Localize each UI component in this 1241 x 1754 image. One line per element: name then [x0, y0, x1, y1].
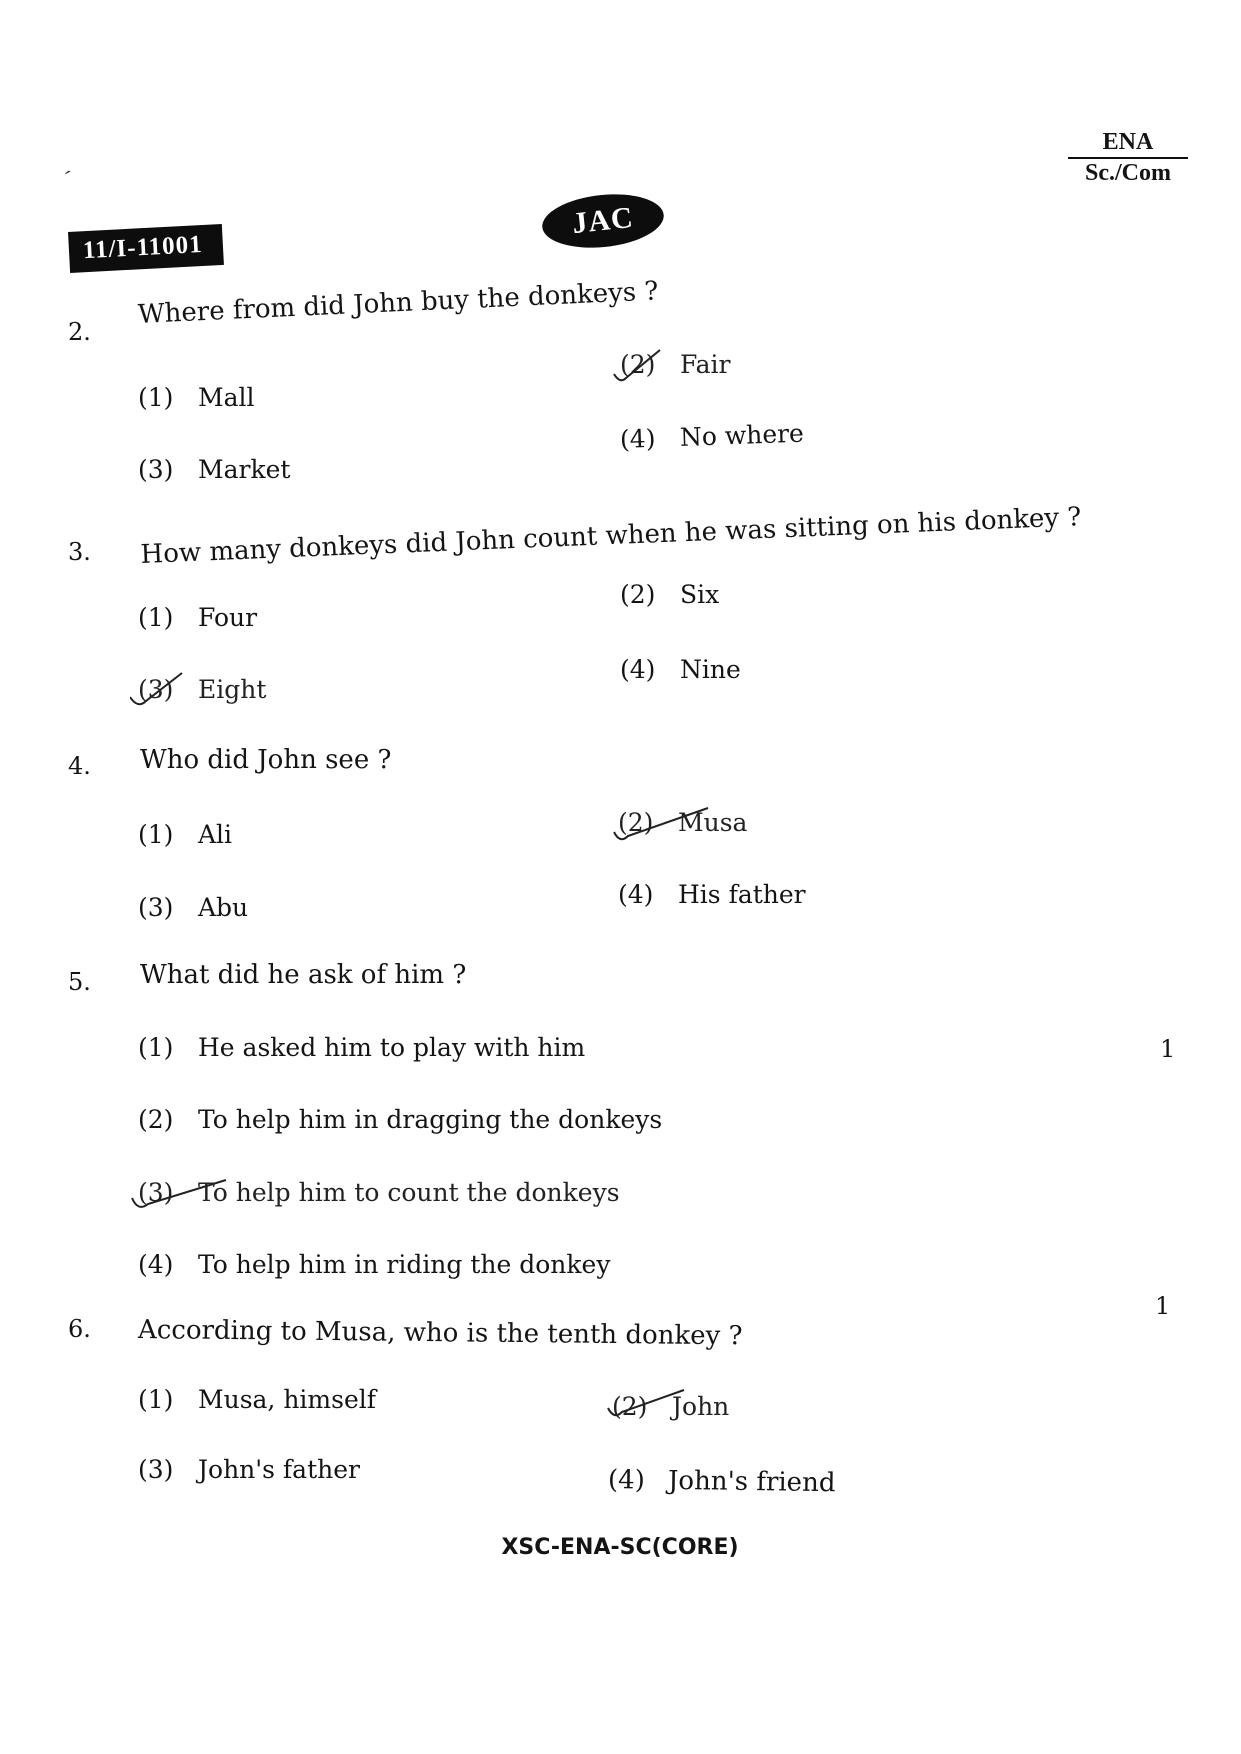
option — [138, 1455, 360, 1484]
option-text: Eight — [198, 675, 267, 704]
subject-header — [1068, 128, 1188, 187]
option-text: Mall — [198, 383, 255, 412]
option-text: Musa — [678, 808, 748, 837]
question-number: 2. — [68, 318, 91, 346]
question-text: Who did John see ? — [140, 745, 392, 775]
option-number: (3) — [138, 1178, 174, 1207]
option — [620, 655, 741, 684]
option-number: (2) — [620, 350, 656, 379]
question-text: Where from did John buy the donkeys ? — [137, 276, 660, 330]
checkmark-icon — [604, 1386, 694, 1436]
option-number: (4) — [620, 655, 656, 684]
option-text: Abu — [198, 893, 249, 922]
option — [138, 1385, 376, 1414]
option-text: Musa, himself — [198, 1385, 377, 1414]
paper-code-badge: 11/I-11001 — [68, 224, 224, 273]
footer-code: XSC-ENA-SC(CORE) — [501, 1535, 739, 1560]
checkmark-icon — [130, 669, 200, 719]
option-selected — [138, 675, 266, 704]
marks-label: 1 — [1155, 1292, 1171, 1320]
question-number: 4. — [68, 752, 91, 780]
option-number: (1) — [138, 1033, 174, 1062]
question-number: 6. — [68, 1315, 91, 1343]
option-number: (2) — [620, 580, 656, 609]
question-text: What did he ask of him ? — [140, 960, 467, 990]
question-text: How many donkeys did John count when he was sitting on his donkey ? — [140, 502, 1082, 570]
option — [620, 580, 719, 609]
checkmark-icon — [612, 344, 682, 394]
option-text: John's father — [198, 1455, 360, 1484]
option-text: Nine — [680, 655, 741, 684]
option — [138, 893, 248, 922]
option — [618, 880, 806, 909]
option-text: No where — [679, 418, 805, 452]
option-text: To help him in dragging the donkeys — [198, 1105, 663, 1134]
option — [138, 1250, 610, 1279]
option-number: (1) — [138, 820, 174, 849]
checkmark-icon — [610, 802, 720, 852]
option — [138, 1105, 662, 1134]
option-text: To help him to count the donkeys — [198, 1178, 620, 1207]
option-selected — [612, 1392, 729, 1421]
option — [619, 419, 804, 454]
option — [138, 383, 255, 412]
option-number: (1) — [138, 383, 174, 412]
option-text: John's friend — [667, 1465, 836, 1499]
option — [138, 820, 232, 849]
option-number: (2) — [138, 1105, 174, 1134]
option-number: (2) — [612, 1392, 648, 1421]
subject-code: ENA — [1068, 128, 1188, 159]
option — [608, 1465, 836, 1498]
question-number: 5. — [68, 968, 91, 996]
option-text: He asked him to play with him — [198, 1033, 586, 1062]
option-text: Market — [198, 455, 291, 484]
option-number: (4) — [618, 880, 654, 909]
option-number: (1) — [138, 603, 174, 632]
option-text: Ali — [198, 820, 233, 849]
option-number: (3) — [138, 455, 174, 484]
question-number: 3. — [68, 538, 91, 566]
option — [138, 455, 290, 484]
option-number: (3) — [138, 1455, 174, 1484]
option-number: (1) — [138, 1385, 174, 1414]
option-selected — [138, 1178, 620, 1207]
option-number: (4) — [138, 1250, 174, 1279]
option-text: Fair — [680, 350, 731, 379]
option-number: (4) — [619, 423, 656, 454]
option-text: Six — [680, 580, 720, 609]
option-text: His father — [678, 880, 806, 909]
checkmark-icon — [130, 1172, 240, 1222]
stream-label: Sc./Com — [1085, 160, 1171, 186]
board-logo: JAC — [540, 189, 667, 253]
option-text: To help him in riding the donkey — [198, 1250, 611, 1279]
option-text: Four — [198, 603, 258, 632]
option-selected — [618, 808, 747, 837]
option-number: (2) — [618, 808, 654, 837]
option-selected — [620, 350, 731, 379]
pen-mark-icon: ˊ — [54, 166, 73, 195]
marks-label: 1 — [1160, 1035, 1176, 1063]
option-number: (3) — [138, 893, 174, 922]
option-text: John — [672, 1392, 730, 1421]
option-number: (4) — [607, 1465, 646, 1496]
option-number: (3) — [138, 675, 174, 704]
option — [138, 603, 257, 632]
question-text: According to Musa, who is the tenth donkey ? — [137, 1315, 743, 1352]
option — [138, 1033, 585, 1062]
